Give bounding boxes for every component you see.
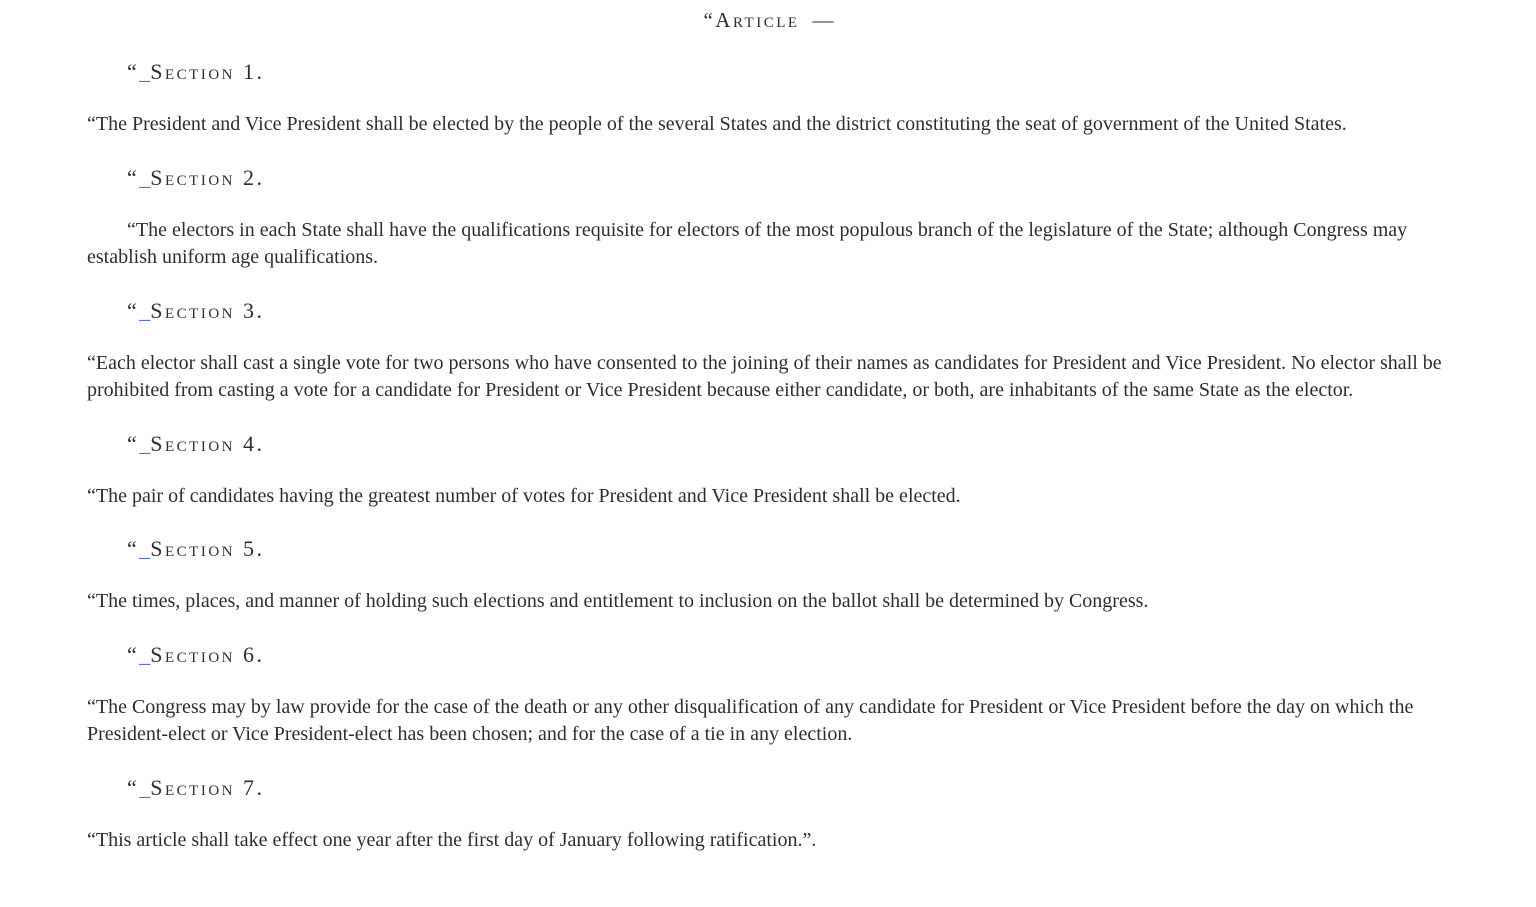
heading-open-quote: “	[127, 164, 140, 190]
section-2-heading	[87, 165, 1450, 191]
section-4	[87, 431, 1450, 511]
heading-blank-mark: _	[139, 774, 151, 800]
section-3-label: Section 3.	[150, 297, 265, 323]
article-title-word: Article	[715, 8, 800, 32]
section-1-body: “The President and Vice President shall be elected by the people of the several States and the district constituting the seat of government of the United States.	[87, 113, 1347, 135]
heading-blank-mark: _	[139, 164, 151, 190]
section-2-body: “The electors in each State shall have the qualifications requisite for electors of the most populous branch of the legislature of the State; although Congress may establish uniform age qualifications.	[87, 218, 1408, 268]
section-7-label: Section 7.	[150, 774, 265, 800]
heading-blank-mark: _	[139, 641, 151, 667]
section-5-label: Section 5.	[150, 536, 265, 561]
heading-open-quote: “	[127, 59, 140, 84]
section-5-body: “The times, places, and manner of holding such elections and entitlement to inclusion on the ballot shall be determined by Congress.	[87, 590, 1149, 612]
section-2-label: Section 2.	[150, 164, 265, 190]
section-6-label: Section 6.	[150, 641, 265, 667]
heading-blank-mark: _	[139, 536, 151, 561]
heading-blank-mark: _	[139, 297, 151, 323]
heading-open-quote: “	[127, 536, 140, 561]
section-6	[87, 642, 1450, 749]
section-7-heading	[87, 775, 1450, 801]
section-6-body: “The Congress may by law provide for the case of the death or any other disqualification of any candidate for President or Vice President before the day on which the President-elect or Vice President-elect has been chosen; and for the case of a tie in any election.	[87, 695, 1414, 745]
section-1-heading	[87, 59, 1450, 85]
section-7-body: “This article shall take effect one year after the first day of January following ratification.”.	[87, 828, 817, 851]
heading-blank-mark: _	[139, 430, 151, 456]
section-6-heading	[87, 642, 1450, 668]
heading-open-quote: “	[127, 430, 140, 456]
article-title-dash: —	[812, 8, 834, 32]
section-3-heading	[87, 298, 1450, 324]
heading-open-quote: “	[127, 297, 140, 323]
section-1	[87, 59, 1450, 139]
heading-open-quote: “	[127, 641, 140, 667]
section-2	[87, 165, 1450, 272]
section-4-heading	[87, 431, 1450, 457]
section-5	[87, 536, 1450, 616]
section-7	[87, 775, 1450, 855]
section-4-label: Section 4.	[150, 430, 265, 456]
section-5-heading	[87, 536, 1450, 562]
heading-open-quote: “	[127, 774, 140, 800]
section-4-body: “The pair of candidates having the greatest number of votes for President and Vice President shall be elected.	[87, 484, 961, 507]
article-title-open-quote: “	[703, 8, 716, 32]
heading-blank-mark: _	[139, 59, 151, 84]
article-title	[87, 8, 1450, 33]
section-3-body: “Each elector shall cast a single vote for two persons who have consented to the joining of their names as candidates for President and Vice President. No elector shall be prohibited from casting a vote for a candidate for President or Vice President because either candidate, or both, are inhabitants of the same State as the elector.	[87, 351, 1442, 401]
section-1-label: Section 1.	[150, 59, 265, 84]
section-3	[87, 298, 1450, 405]
